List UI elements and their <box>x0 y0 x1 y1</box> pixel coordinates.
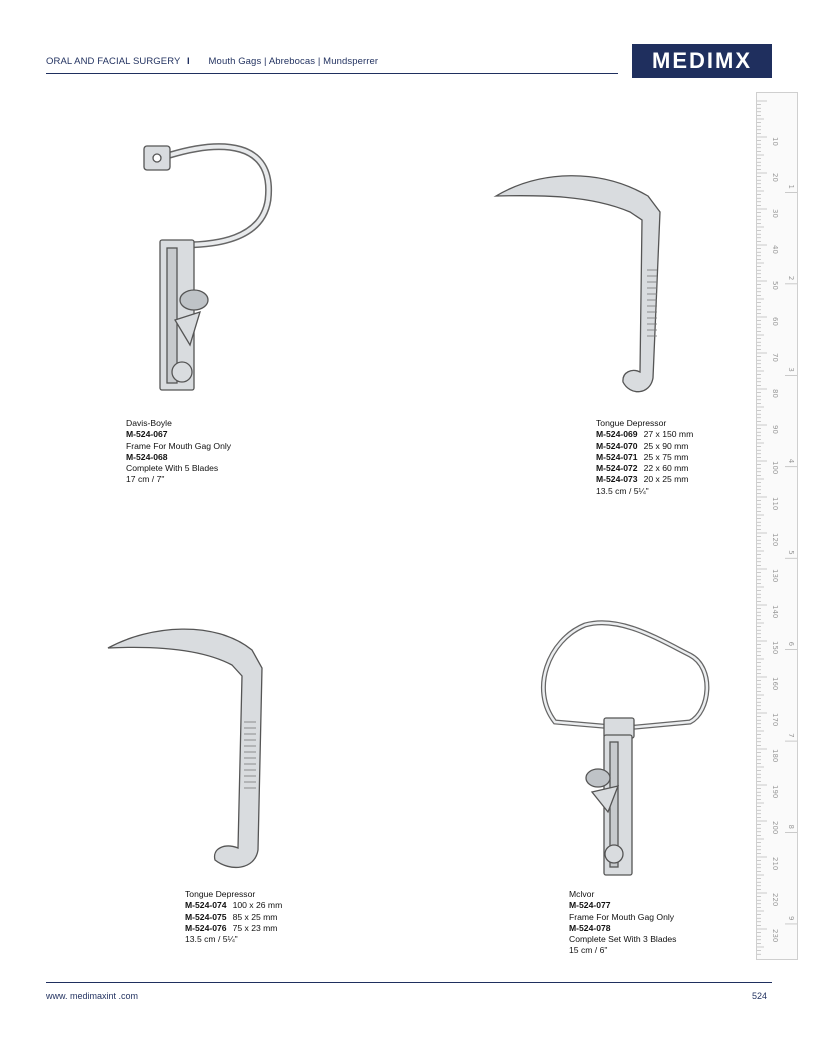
ruler-cm-label: 110 <box>771 497 779 511</box>
product-code: M-524-076 <box>185 922 227 933</box>
product-block-tongue-depressor-1 <box>596 418 693 497</box>
ruler-cm-label: 60 <box>771 317 779 326</box>
product-length: 13.5 cm / 5¼" <box>596 485 649 496</box>
product-block-mcivor <box>569 889 676 957</box>
product-name: Mclvor <box>569 889 595 899</box>
product-name: Davis-Boyle <box>126 418 172 428</box>
tongue-depressor-2-illustration <box>108 629 262 867</box>
ruler-inch-label: 9 <box>787 915 795 921</box>
mcivor-illustration <box>543 623 707 875</box>
tongue-depressor-1-illustration <box>496 176 660 392</box>
product-name: Tongue Depressor <box>596 418 667 428</box>
ruler-cm-label: 140 <box>771 605 779 619</box>
product-desc: Complete With 5 Blades <box>126 463 219 474</box>
ruler-cm-label: 80 <box>771 389 779 398</box>
product-size: 100 x 26 mm <box>232 900 283 911</box>
product-block-tongue-depressor-2 <box>185 889 282 945</box>
product-code: M-524-073 <box>596 474 638 485</box>
product-length: 13.5 cm / 5¼" <box>185 934 238 945</box>
category-title: ORAL AND FACIAL SURGERY <box>46 56 181 67</box>
page-number: 524 <box>752 991 768 1001</box>
ruler-cm-label: 10 <box>771 137 779 146</box>
ruler-cm-label: 180 <box>771 749 779 763</box>
product-code: M-524-070 <box>596 440 638 451</box>
product-code: M-524-078 <box>569 922 611 933</box>
ruler-cm-label: 50 <box>771 281 779 290</box>
ruler-cm-label: 130 <box>771 569 779 583</box>
ruler-cm-label: 70 <box>771 353 779 362</box>
product-size: 85 x 25 mm <box>232 911 278 922</box>
ruler-cm-label: 40 <box>771 245 779 254</box>
ruler-cm-label: 210 <box>771 857 779 871</box>
ruler-cm-label: 90 <box>771 425 779 434</box>
ruler-cm-label: 230 <box>771 929 779 943</box>
product-code: M-524-072 <box>596 463 638 474</box>
product-block-davis-boyle <box>126 418 231 486</box>
product-code: M-524-067 <box>126 429 168 440</box>
davis-boyle-illustration <box>144 146 269 390</box>
header-separator: I <box>187 56 190 67</box>
product-size: 25 x 90 mm <box>643 440 689 451</box>
ruler-inch-label: 1 <box>787 184 795 189</box>
ruler-cm-label: 220 <box>771 893 779 907</box>
ruler-cm-label: 170 <box>771 713 779 727</box>
footer-rule <box>46 982 772 983</box>
ruler-inch-label: 8 <box>787 824 795 829</box>
website-link[interactable]: www. medimaxint .com <box>46 991 139 1001</box>
ruler-cm-label: 20 <box>771 173 779 182</box>
ruler-cm-label: 120 <box>771 533 779 547</box>
product-length: 15 cm / 6" <box>569 945 608 956</box>
ruler-inch-label: 7 <box>787 733 795 738</box>
ruler-cm-label: 30 <box>771 209 779 218</box>
category-subtitle: Mouth Gags | Abrebocas | Mundsperrer <box>208 56 379 67</box>
product-size: 22 x 60 mm <box>643 463 689 474</box>
product-size: 25 x 75 mm <box>643 451 689 462</box>
ruler-cm-label: 150 <box>771 641 779 655</box>
product-code: M-524-069 <box>596 429 638 440</box>
product-size: 75 x 23 mm <box>232 922 278 933</box>
product-code: M-524-068 <box>126 451 168 462</box>
product-code: M-524-077 <box>569 900 611 911</box>
product-code: M-524-071 <box>596 451 638 462</box>
ruler-cm-label: 160 <box>771 677 779 691</box>
ruler-inch-label: 3 <box>787 367 795 372</box>
ruler-cm-label: 190 <box>771 785 779 799</box>
ruler-inch-label: 2 <box>787 275 795 281</box>
ruler-inch-label: 6 <box>787 641 795 647</box>
product-desc: Complete Set With 3 Blades <box>569 934 677 945</box>
product-code: M-524-074 <box>185 900 227 911</box>
product-code: M-524-075 <box>185 911 227 922</box>
product-length: 17 cm / 7" <box>126 474 165 485</box>
ruler-inch-label: 4 <box>787 458 795 464</box>
product-desc: Frame For Mouth Gag Only <box>126 440 232 451</box>
product-size: 27 x 150 mm <box>643 429 694 440</box>
brand-logo: MEDIMX <box>632 44 772 78</box>
product-size: 20 x 25 mm <box>643 474 689 485</box>
ruler-cm-label: 200 <box>771 821 779 835</box>
ruler-cm-label: 100 <box>771 461 779 475</box>
product-name: Tongue Depressor <box>185 889 256 899</box>
product-desc: Frame For Mouth Gag Only <box>569 911 675 922</box>
ruler-inch-label: 5 <box>787 550 795 555</box>
